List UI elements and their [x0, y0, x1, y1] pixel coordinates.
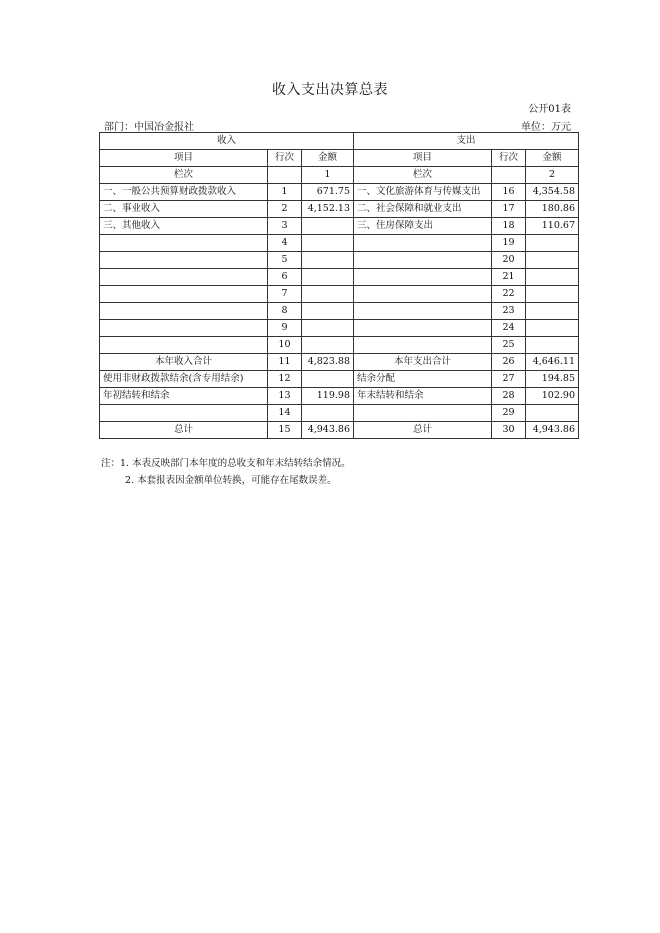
department-label: 部门：中国冶金报社 [104, 122, 194, 133]
page-title: 收入支出决算总表 [272, 82, 388, 98]
income-rowno-cell: 4 [268, 235, 302, 252]
income-item-header: 项目 [100, 150, 268, 167]
expense-item-cell: 三、住房保障支出 [354, 218, 492, 235]
income-amount-cell: 4,823.88 [302, 354, 354, 371]
income-item-cell [100, 235, 268, 252]
expense-item-cell [354, 235, 492, 252]
table-row [100, 269, 579, 286]
income-item-cell: 二、事业收入 [100, 201, 268, 218]
income-expense-table [99, 132, 579, 439]
income-rowno-cell: 12 [268, 371, 302, 388]
income-amount-cell [302, 320, 354, 337]
income-amount-cell [302, 235, 354, 252]
table-row [100, 184, 579, 201]
expense-item-cell: 年末结转和结余 [354, 388, 492, 405]
income-item-cell: 一、一般公共预算财政拨款收入 [100, 184, 268, 201]
income-rowno-cell: 15 [268, 422, 302, 439]
table-row [100, 252, 579, 269]
income-rowno-cell: 6 [268, 269, 302, 286]
income-item-cell: 年初结转和结余 [100, 388, 268, 405]
income-amount-cell [302, 269, 354, 286]
income-item-cell [100, 337, 268, 354]
expense-item-cell [354, 320, 492, 337]
notes [101, 455, 351, 489]
income-rowno-cell: 1 [268, 184, 302, 201]
form-code: 公开01表 [528, 104, 571, 115]
expense-item-cell: 结余分配 [354, 371, 492, 388]
income-item-cell: 本年收入合计 [100, 354, 268, 371]
header-row-column-numbers [100, 167, 579, 184]
expense-rowno-cell: 28 [492, 388, 526, 405]
expense-rowno-cell: 24 [492, 320, 526, 337]
income-amount-cell [302, 252, 354, 269]
income-amount-header: 金额 [302, 150, 354, 167]
income-amount-cell [302, 371, 354, 388]
unit-label: 单位：万元 [521, 122, 571, 133]
expense-rowno-cell: 29 [492, 405, 526, 422]
expense-amount-cell [526, 337, 579, 354]
expense-amount-cell [526, 235, 579, 252]
expense-amount-cell: 194.85 [526, 371, 579, 388]
income-amount-cell: 671.75 [302, 184, 354, 201]
income-amount-cell [302, 218, 354, 235]
expense-amount-cell: 110.67 [526, 218, 579, 235]
expense-rowno-cell: 25 [492, 337, 526, 354]
income-column-label: 栏次 [100, 167, 268, 184]
expense-amount-cell [526, 320, 579, 337]
income-rowno-cell: 7 [268, 286, 302, 303]
income-item-cell: 使用非财政拨款结余(含专用结余) [100, 371, 268, 388]
expense-item-cell [354, 269, 492, 286]
expense-rowno-cell: 27 [492, 371, 526, 388]
expense-amount-cell [526, 252, 579, 269]
table-row [100, 422, 579, 439]
expense-item-cell [354, 405, 492, 422]
expense-rowno-cell: 30 [492, 422, 526, 439]
income-amount-cell [302, 286, 354, 303]
income-amount-cell [302, 337, 354, 354]
note-1: 注：1. 本表反映部门本年度的总收支和年末结转结余情况。 [101, 458, 351, 469]
table-row [100, 286, 579, 303]
expense-rowno-cell: 16 [492, 184, 526, 201]
header-row-columns [100, 150, 579, 167]
income-rowno-header: 行次 [268, 150, 302, 167]
table-row [100, 371, 579, 388]
income-amount-cell [302, 303, 354, 320]
expense-rowno-cell: 21 [492, 269, 526, 286]
income-item-cell [100, 303, 268, 320]
income-column-number: 1 [302, 167, 354, 184]
expense-amount-cell [526, 303, 579, 320]
income-rowno-cell: 5 [268, 252, 302, 269]
income-rowno-cell: 13 [268, 388, 302, 405]
income-item-cell [100, 405, 268, 422]
income-rowno-cell: 14 [268, 405, 302, 422]
income-item-cell [100, 269, 268, 286]
table-row [100, 354, 579, 371]
expense-item-cell: 总计 [354, 422, 492, 439]
income-amount-cell: 4,943.86 [302, 422, 354, 439]
expense-column-label: 栏次 [354, 167, 492, 184]
table-row [100, 405, 579, 422]
expense-amount-cell: 4,354.58 [526, 184, 579, 201]
table-row [100, 303, 579, 320]
empty-cell [268, 167, 302, 184]
expense-amount-header: 金额 [526, 150, 579, 167]
expense-item-header: 项目 [354, 150, 492, 167]
income-rowno-cell: 10 [268, 337, 302, 354]
table-row [100, 201, 579, 218]
table-row [100, 235, 579, 252]
empty-cell [492, 167, 526, 184]
expense-item-cell: 一、文化旅游体育与传媒支出 [354, 184, 492, 201]
expense-amount-cell [526, 286, 579, 303]
income-amount-cell: 4,152.13 [302, 201, 354, 218]
income-amount-cell: 119.98 [302, 388, 354, 405]
expense-rowno-cell: 22 [492, 286, 526, 303]
expense-item-cell: 二、社会保障和就业支出 [354, 201, 492, 218]
header-row-sections [100, 133, 579, 150]
expense-rowno-cell: 17 [492, 201, 526, 218]
income-item-cell [100, 286, 268, 303]
expense-rowno-cell: 26 [492, 354, 526, 371]
expense-rowno-cell: 23 [492, 303, 526, 320]
income-rowno-cell: 2 [268, 201, 302, 218]
expense-rowno-header: 行次 [492, 150, 526, 167]
table-row [100, 218, 579, 235]
income-rowno-cell: 3 [268, 218, 302, 235]
expense-rowno-cell: 19 [492, 235, 526, 252]
income-item-cell [100, 320, 268, 337]
expense-section-header: 支出 [354, 133, 579, 150]
expense-amount-cell: 4,646.11 [526, 354, 579, 371]
expense-rowno-cell: 20 [492, 252, 526, 269]
income-amount-cell [302, 405, 354, 422]
income-rowno-cell: 11 [268, 354, 302, 371]
income-item-cell [100, 252, 268, 269]
table-row [100, 320, 579, 337]
income-item-cell: 总计 [100, 422, 268, 439]
expense-amount-cell [526, 405, 579, 422]
income-rowno-cell: 9 [268, 320, 302, 337]
table-row [100, 388, 579, 405]
expense-amount-cell [526, 269, 579, 286]
expense-item-cell: 本年支出合计 [354, 354, 492, 371]
expense-amount-cell: 180.86 [526, 201, 579, 218]
note-2: 2. 本套报表因金额单位转换，可能存在尾数误差。 [125, 475, 337, 486]
income-item-cell: 三、其他收入 [100, 218, 268, 235]
table-row [100, 337, 579, 354]
expense-amount-cell: 4,943.86 [526, 422, 579, 439]
expense-amount-cell: 102.90 [526, 388, 579, 405]
expense-rowno-cell: 18 [492, 218, 526, 235]
income-section-header: 收入 [100, 133, 354, 150]
expense-item-cell [354, 337, 492, 354]
income-rowno-cell: 8 [268, 303, 302, 320]
expense-item-cell [354, 303, 492, 320]
expense-item-cell [354, 252, 492, 269]
expense-item-cell [354, 286, 492, 303]
expense-column-number: 2 [526, 167, 579, 184]
